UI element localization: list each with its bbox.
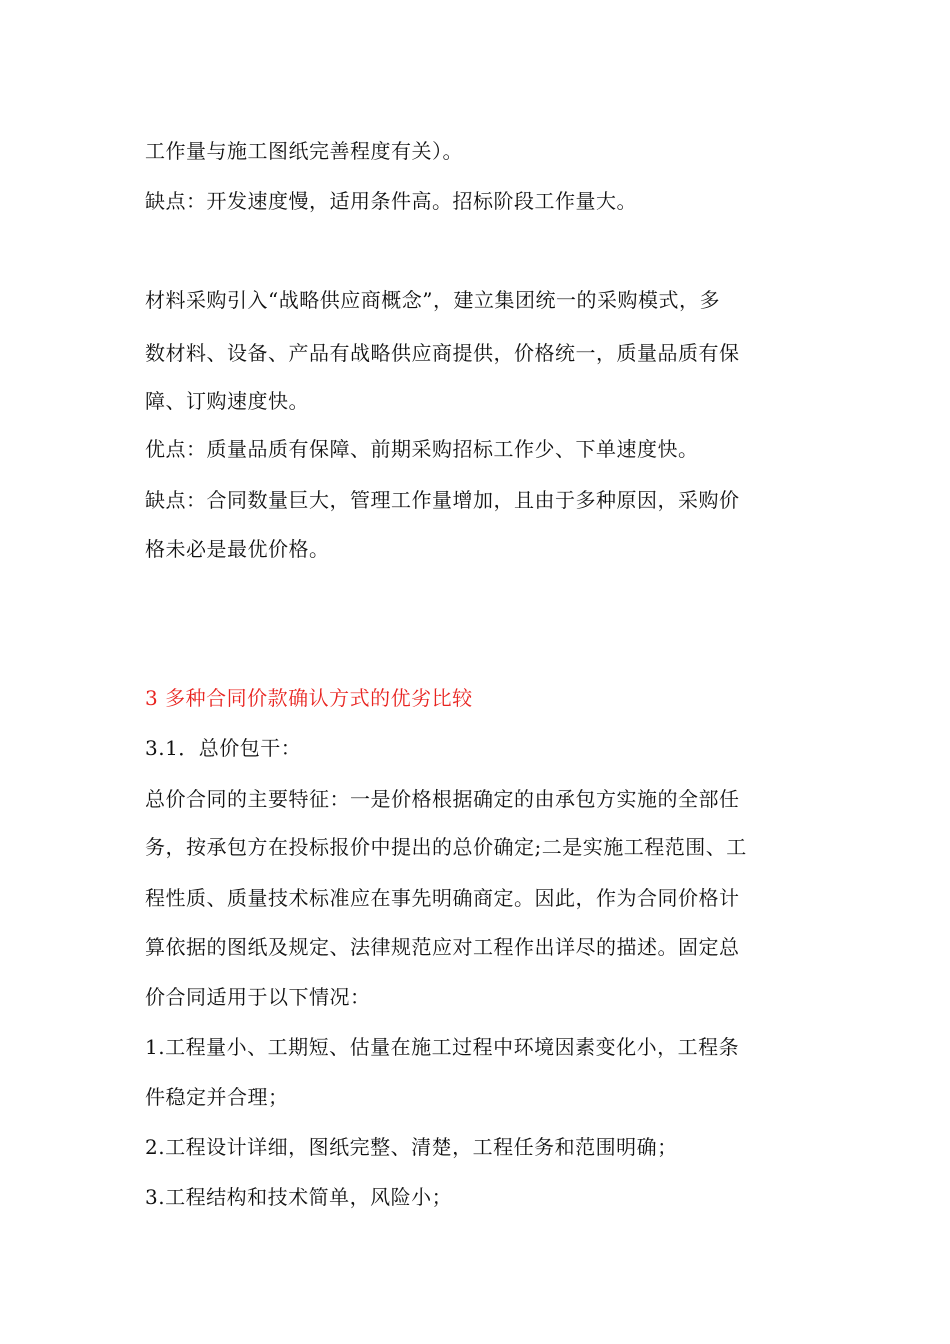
- subsection-heading: 3.1．总价包干：: [145, 736, 302, 760]
- paragraph-line: 缺点：合同数量巨大，管理工作量增加，且由于多种原因，采购价: [145, 488, 740, 512]
- paragraph-line: 算依据的图纸及规定、法律规范应对工程作出详尽的描述。固定总: [145, 935, 740, 959]
- paragraph-line: 格未必是最优价格。: [145, 537, 330, 561]
- paragraph-line: 务，按承包方在投标报价中提出的总价确定;二是实施工程范围、工: [145, 835, 747, 859]
- list-item: 3.工程结构和技术简单，风险小；: [145, 1185, 453, 1209]
- paragraph-line: 数材料、设备、产品有战略供应商提供，价格统一，质量品质有保: [145, 341, 740, 365]
- paragraph-line: 价合同适用于以下情况：: [145, 985, 371, 1009]
- paragraph-line: 程性质、质量技术标准应在事先明确商定。因此，作为合同价格计: [145, 886, 740, 910]
- list-item: 2.工程设计详细，图纸完整、清楚，工程任务和范围明确；: [145, 1135, 678, 1159]
- paragraph-line: 工作量与施工图纸完善程度有关）。: [145, 139, 463, 163]
- paragraph-line: 材料采购引入“战略供应商概念”，建立集团统一的采购模式，多: [145, 288, 720, 312]
- paragraph-line: 总价合同的主要特征：一是价格根据确定的由承包方实施的全部任: [145, 787, 740, 811]
- paragraph-line: 缺点：开发速度慢，适用条件高。招标阶段工作量大。: [145, 189, 637, 213]
- list-item-continuation: 件稳定并合理；: [145, 1085, 289, 1109]
- paragraph-line: 障、订购速度快。: [145, 389, 309, 413]
- list-item: 1.工程量小、工期短、估量在施工过程中环境因素变化小，工程条: [145, 1035, 740, 1059]
- paragraph-line: 优点：质量品质有保障、前期采购招标工作少、下单速度快。: [145, 437, 699, 461]
- section-heading: 3 多种合同价款确认方式的优劣比较: [145, 686, 473, 710]
